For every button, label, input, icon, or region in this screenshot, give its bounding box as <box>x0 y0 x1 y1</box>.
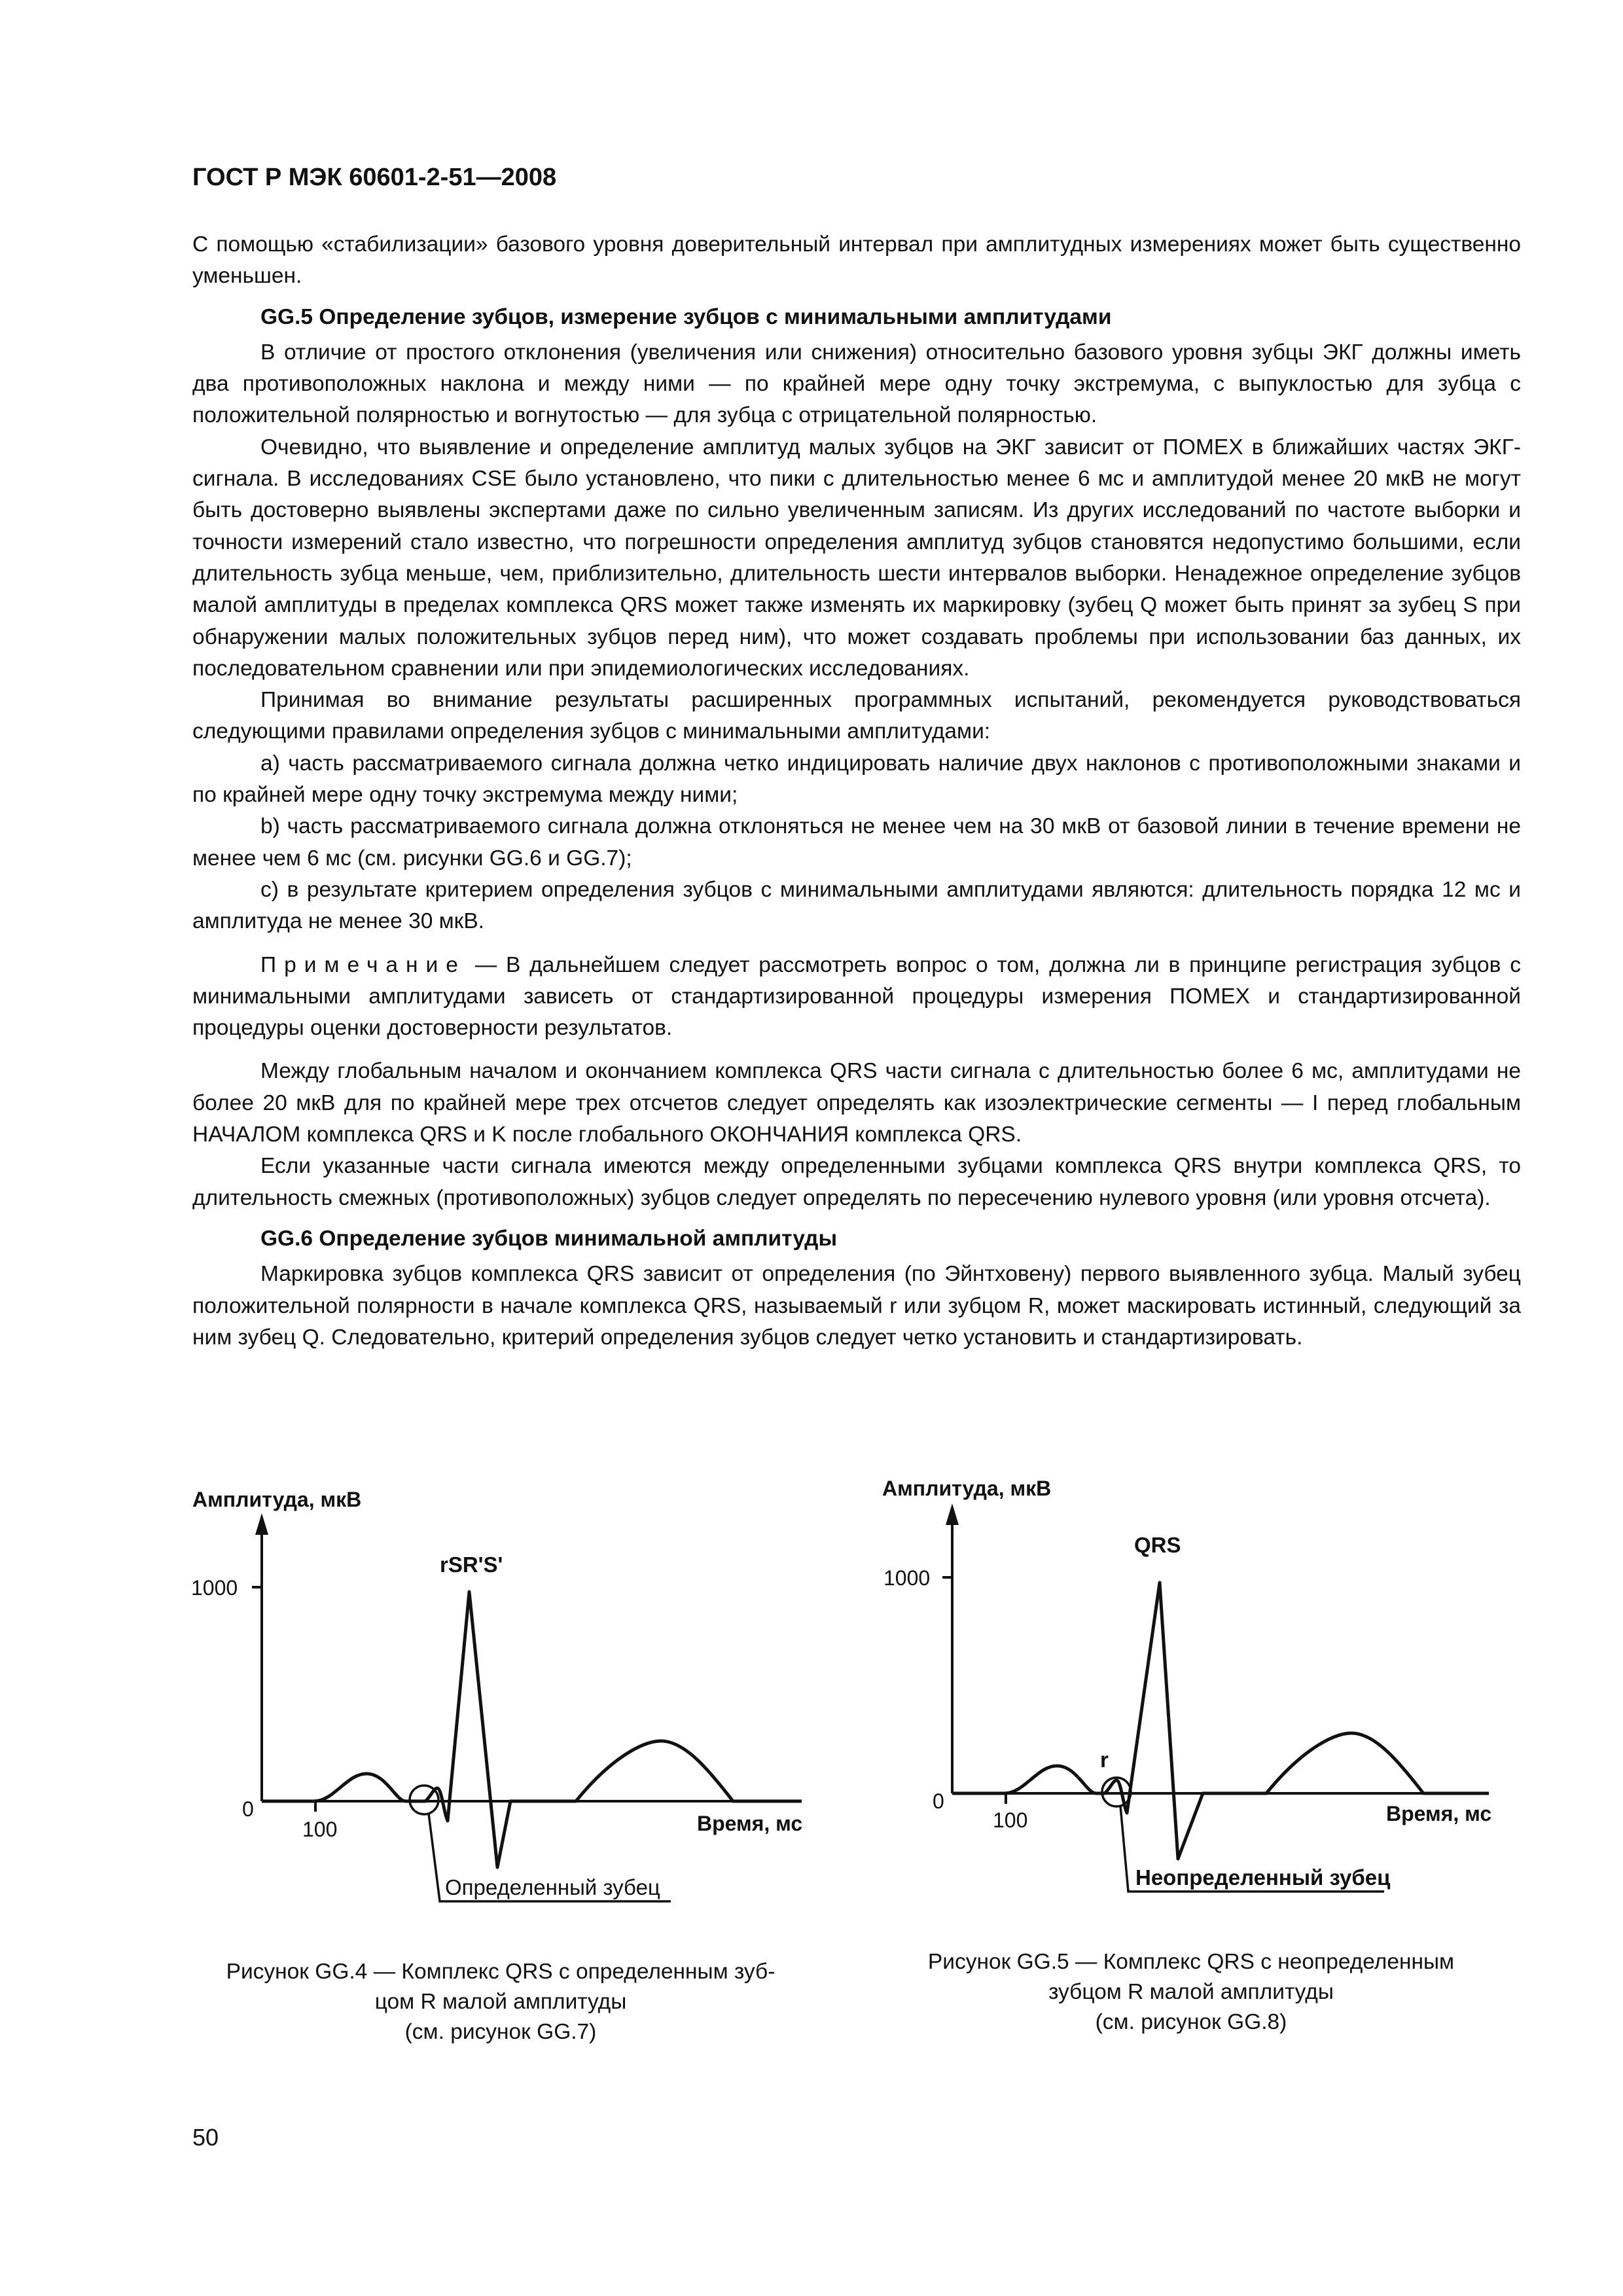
zero-label: 0 <box>933 1789 944 1813</box>
list-item-a: a) часть рассматриваемого сигнала должна четко индицировать наличие двух наклонов с противоположными знаками и по крайней мере одну точку экстремума между ними; <box>192 751 1521 808</box>
y-axis-label: Амплитуда, мкВ <box>882 1477 1052 1500</box>
paragraph: Принимая во внимание результаты расширенных программных испытаний, рекомендуется руководствоваться следующими правилами определения зубцов с минимальными амплитудами: <box>192 688 1521 744</box>
paragraph: С помощью «стабилизации» базового уровня доверительный интервал при амплитудных измерениях может быть существенно уменьшен. <box>192 232 1521 289</box>
y-axis-arrow <box>946 1503 959 1525</box>
r-wave-label: r <box>1100 1748 1109 1772</box>
caption-line: Рисунок GG.4 — Комплекс QRS с определенным зуб- <box>226 1960 776 1984</box>
y-axis-label: Амплитуда, мкВ <box>192 1488 362 1511</box>
section-heading-gg6: GG.6 Определение зубцов минимальной амплитуды <box>260 1226 838 1251</box>
caption-line: Рисунок GG.5 — Комплекс QRS с неопределенным <box>927 1950 1455 1974</box>
list-item-b: b) часть рассматриваемого сигнала должна отклоняться не менее чем на 30 мкВ от базовой линии в течение времени не менее чем 6 мс (см. рисунки GG.6 и GG.7); <box>192 814 1521 870</box>
caption-line: цом R малой амплитуды <box>374 1990 627 2014</box>
paragraph: Очевидно, что выявление и определение амплитуд малых зубцов на ЭКГ зависит от ПОМЕХ в ближайших частях ЭКГ-сигнала. В исследованиях CSE было установлено, что пики с длительностью менее 6 мс и амплитудой менее 20 мкВ не могут быть достоверно выявлены экспертами даже по сильно увеличенным записям. Из других исследований по частоте выборки и точности измерений стало известно, что погрешности определения амплитуд зубцов становятся недопустимо большими, если длительность зубца меньше, чем, приблизительно, длительность шести интервалов выборки. Ненадежное определение зубцов малой амплитуды в пределах комплекса QRS может также изменять их маркировку (зубец Q может быть принят за зубец S при обнаружении малых положительных зубцов перед ним), что может создавать проблемы при использовании баз данных, их последовательном сравнении или при эпидемиологических исследованиях. <box>192 435 1521 681</box>
peak-label: QRS <box>1134 1533 1181 1557</box>
zero-label: 0 <box>242 1797 254 1821</box>
note-text: — В дальнейшем следует рассмотреть вопрос о том, должна ли в принципе регистрация зубцов с минимальными амплитудами зависеть от стандартизированной процедуры измерения ПОМЕХ и стандартизированной процедуры оценки достоверности результатов. <box>192 952 1521 1041</box>
callout-label: Неопределенный зубец <box>1135 1865 1391 1890</box>
paragraph: В отличие от простого отклонения (увеличения или снижения) относительно базового уровня зубцы ЭКГ должны иметь два противоположных наклона и между ними — по крайней мере одну точку экстремума, с выпуклостью для зубца с положительной полярностью и вогнутостью — для зубца с отрицательной полярностью. <box>192 340 1521 428</box>
section-heading-gg5: GG.5 Определение зубцов, измерение зубцов с минимальными амплитудами <box>260 304 1112 329</box>
x-tick-label: 100 <box>302 1818 338 1841</box>
caption-line: (см. рисунок GG.8) <box>1095 2010 1287 2034</box>
figure-gg5-caption <box>880 1947 1502 2037</box>
x-axis-label: Время, мс <box>697 1812 803 1835</box>
note-label: Примечание <box>260 952 466 977</box>
caption-line: (см. рисунок GG.7) <box>404 2020 597 2044</box>
y-tick-label: 1000 <box>191 1576 238 1600</box>
caption-line: зубцом R малой амплитуды <box>1048 1980 1334 2004</box>
peak-label: rSR'S' <box>440 1552 503 1577</box>
x-tick-label: 100 <box>993 1808 1028 1832</box>
callout-label: Определенный зубец <box>445 1875 660 1899</box>
paragraph: Маркировка зубцов комплекса QRS зависит от определения (по Эйнтховену) первого выявленного зубца. Малый зубец положительной полярности в начале комплекса QRS, называемый r или зубцом R, может маскировать истинный, следующий за ним зубец Q. Следовательно, критерий определения зубцов следует четко установить и стандартизировать. <box>192 1262 1521 1350</box>
x-axis-label: Время, мс <box>1386 1802 1492 1825</box>
paragraph: Между глобальным началом и окончанием комплекса QRS части сигнала с длительностью более 6 мс, амплитудами не более 20 мкВ для по крайней мере трех отсчетов следует определять как изоэлектрические сегменты — I перед глобальным НАЧАЛОМ комплекса QRS и K после глобального ОКОНЧАНИЯ комплекса QRS. <box>192 1059 1521 1147</box>
paragraph: Если указанные части сигнала имеются между определенными зубцами комплекса QRS внутри комплекса QRS, то длительность смежных (противоположных) зубцов следует определять по пересечению нулевого уровня (или уровня отсчета). <box>192 1154 1521 1210</box>
list-item-c: c) в результате критерием определения зубцов с минимальными амплитудами являются: длительность порядка 12 мс и амплитуда не менее 30 мкВ. <box>192 877 1521 934</box>
page-number: 50 <box>192 2124 219 2151</box>
document-header: ГОСТ Р МЭК 60601-2-51—2008 <box>192 164 557 191</box>
y-tick-label: 1000 <box>883 1566 931 1590</box>
